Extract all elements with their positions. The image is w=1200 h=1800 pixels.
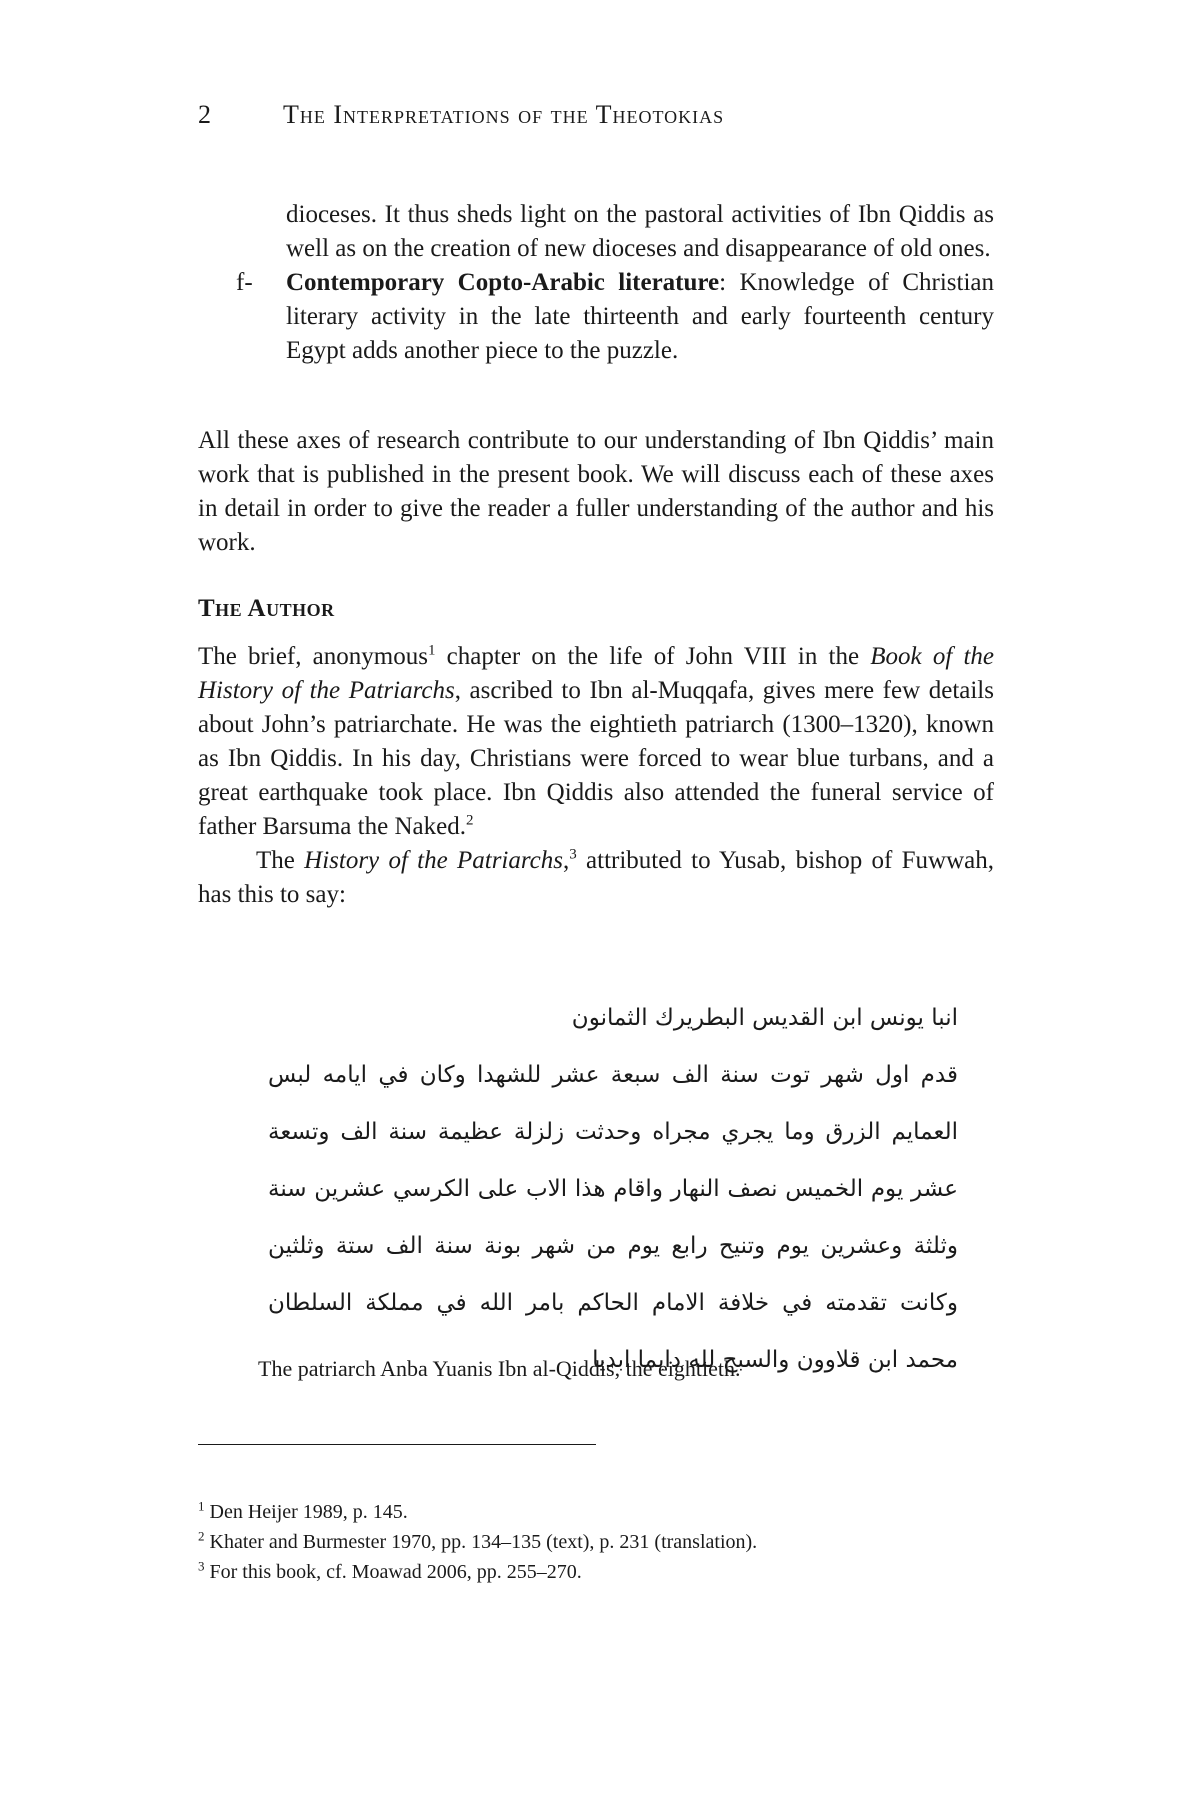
book-title: Book of the History of the Patriarchs [198, 643, 994, 704]
author-paragraph-1 [198, 640, 994, 844]
list-item-continuation [198, 198, 994, 266]
text-run: , ascribed to Ibn al-Muqqafa, gives mere few details about John’s patriarchate. He was the eightieth patriarch (1300–1320), known as Ibn Qiddis. In his day, Christians were forced to wear blue turbans, and a great earthquake took place. Ibn Qiddis also attended the funeral service of father Barsuma the Naked. [198, 677, 994, 840]
footnote-number: 1 [198, 1498, 205, 1514]
text-run: , [563, 847, 570, 874]
footnote-ref-1: 1 [427, 642, 436, 659]
arabic-line-1: انبا يونس ابن القديس البطريرك الثمانون [571, 1005, 958, 1031]
page-number: 2 [198, 100, 212, 129]
summary-paragraph [198, 424, 994, 560]
footnote-divider [198, 1444, 596, 1445]
paragraph-text: All these axes of research contribute to our understanding of Ibn Qiddis’ main work that is published in the present book. We will discuss each of these axes in detail in order to give the reader a fuller understanding of the author and his work. [198, 427, 994, 556]
footnote-ref-2: 2 [465, 812, 474, 829]
section-heading: The Author [198, 595, 335, 622]
arabic-quotation [268, 990, 958, 1389]
footnote-text: Khater and Burmester 1970, pp. 134–135 (text), p. 231 (translation). [204, 1531, 758, 1553]
list-marker: f- [236, 269, 253, 296]
book-title: History of the Patriarchs [304, 847, 564, 874]
running-title: The Interpretations of the Theotokias [283, 100, 725, 129]
translation-line: The patriarch Anba Yuanis Ibn al-Qiddis, the eightieth. [258, 1356, 741, 1381]
footnote-number: 2 [198, 1528, 205, 1544]
footnote-1 [198, 1497, 994, 1527]
footnote-2 [198, 1527, 994, 1557]
list-item-body: : Knowledge of Christian literary activity in the late thirteenth and early fourteenth century Egypt adds another piece to the puzzle. [286, 269, 994, 364]
list-item-heading: Contemporary Copto-Arabic literature [286, 269, 720, 296]
text-run: The [256, 847, 305, 874]
footnote-ref-3: 3 [569, 846, 577, 863]
arabic-body: قدم اول شهر توت سنة الف سبعة عشر للشهدا وكان في ايامه لبس العمايم الزرق وما يجري مجراه وحدثت زلزلة عظيمة سنة الف وتسعة عشر يوم الخميس نصف النهار واقام هذا الاب على الكرسي عشرين سنة وثلثة وعشرين يوم وتنيح رابع يوم من شهر بونة سنة الف ستة وثلثين وكانت تقدمته في خلافة الامام الحاكم بامر الله في مملكة السلطان محمد ابن قلاوون والسبح لله دايما ابديا [268, 1062, 958, 1373]
footnote-3 [198, 1557, 994, 1587]
text-run: chapter on the life of John VIII in the [435, 643, 871, 670]
list-item-text: dioceses. It thus sheds light on the pastoral activities of Ibn Qiddis as well as on the creation of new dioceses and disappearance of old ones. [286, 201, 994, 262]
list-item-text [286, 266, 994, 368]
footnotes [198, 1497, 994, 1587]
footnote-text: For this book, cf. Moawad 2006, pp. 255–270. [204, 1561, 582, 1583]
author-paragraph-2 [198, 844, 994, 912]
footnote-number: 3 [198, 1558, 205, 1574]
text-run: attributed to Yusab, bishop of Fuwwah, has this to say: [198, 847, 994, 908]
author-section-body [198, 640, 994, 912]
footnote-text: Den Heijer 1989, p. 145. [204, 1501, 408, 1523]
text-run: The brief, anonymous [198, 643, 428, 670]
list-item-f [198, 266, 994, 368]
research-axes-list [198, 198, 994, 368]
